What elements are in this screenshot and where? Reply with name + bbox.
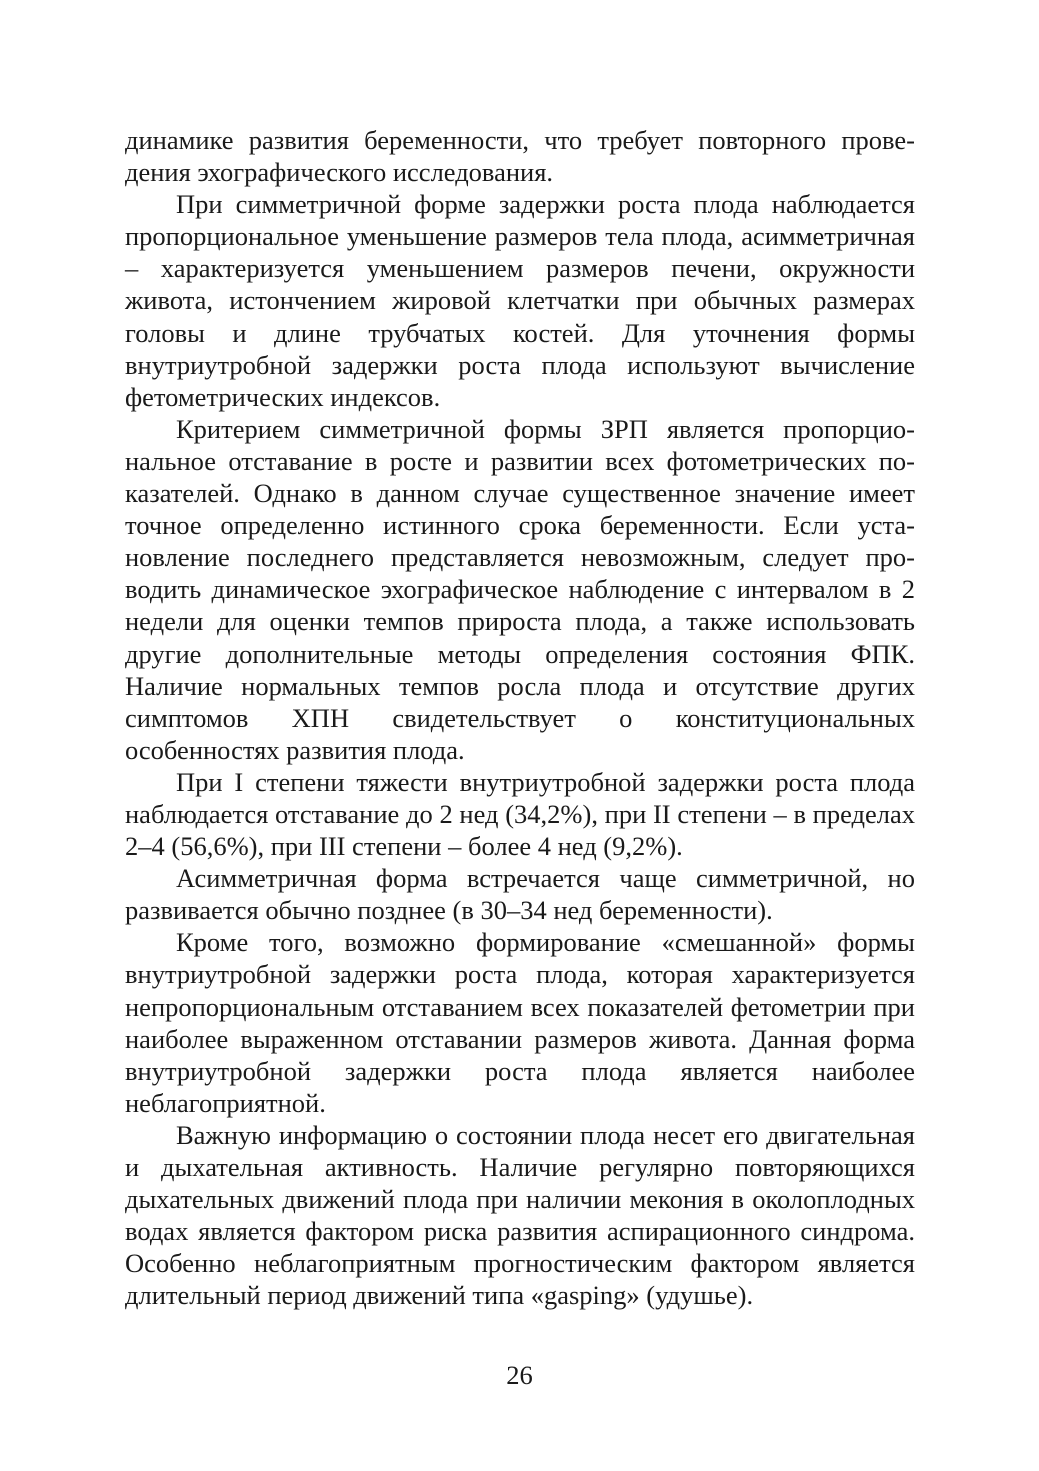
paragraph-severity: При I степени тяжести внутриутробной задержки роста плода наблюдается отставание до 2 нед (34,2%), при II степени – в пределах 2–4 (56,6%), при III степени – более 4 нед (9,2%).: [125, 766, 915, 862]
paragraph-mixed-form: Кроме того, возможно формирование «смешанной» формы внутриутробной задержки роста плода, которая характеризуется непропорциональным отставанием всех показателей фетометрии при наиболее выраженном отставании размеров живота. Данная форма внутриутробной задержки роста плода является наиболее неблагоприятной.: [125, 927, 915, 1118]
paragraph-criterion: Критерием симметричной формы ЗРП является пропорциональное отставание в росте и развитии всех фотометрических показателей. Однако в данном случае существенное значение имеет точное определенно истинного срока беременности. Если установление последнего представляется невозможным, следует проводить динамическое эхографическое наблюдение с интервалом в 2 недели для оценки темпов прироста плода, а также использовать другие дополнительные методы определения состояния ФПК. Наличие нормальных темпов росла плода и отсутствие других симптомов ХПН свидетельствует о конституциональных особенностях развития плода.: [125, 413, 915, 765]
paragraph-continuation: динамике развития беременности, что требует повторного проведения эхографического исследования.: [125, 125, 915, 188]
paragraph-asymmetric: Асимметричная форма встречается чаще симметричной, но развивается обычно позднее (в 30–34 нед беременности).: [125, 863, 915, 926]
paragraph-activity: Важную информацию о состоянии плода несет его двигательная и дыхательная активность. Наличие регулярно повторяющихся дыхательных движений плода при наличии мекония в околоплодных водах является фактором риска развития аспирационного синдрома. Особенно неблагоприятным прогностическим фактором является длительный период движений типа «gasping» (удушье).: [125, 1119, 915, 1311]
page-body: [125, 124, 915, 1311]
paragraph-symmetric-form: При симметричной форме задержки роста плода наблюдается пропорциональное уменьшение размеров тела плода, асимметричная – характеризуется уменьшением размеров печени, окружности живота, истончением жировой клетчатки при обычных размерах головы и длине трубчатых костей. Для уточнения формы внутриутробной задержки роста плода используют вычисление фетометрических индексов.: [125, 189, 915, 412]
page-number: 26: [506, 1360, 533, 1390]
